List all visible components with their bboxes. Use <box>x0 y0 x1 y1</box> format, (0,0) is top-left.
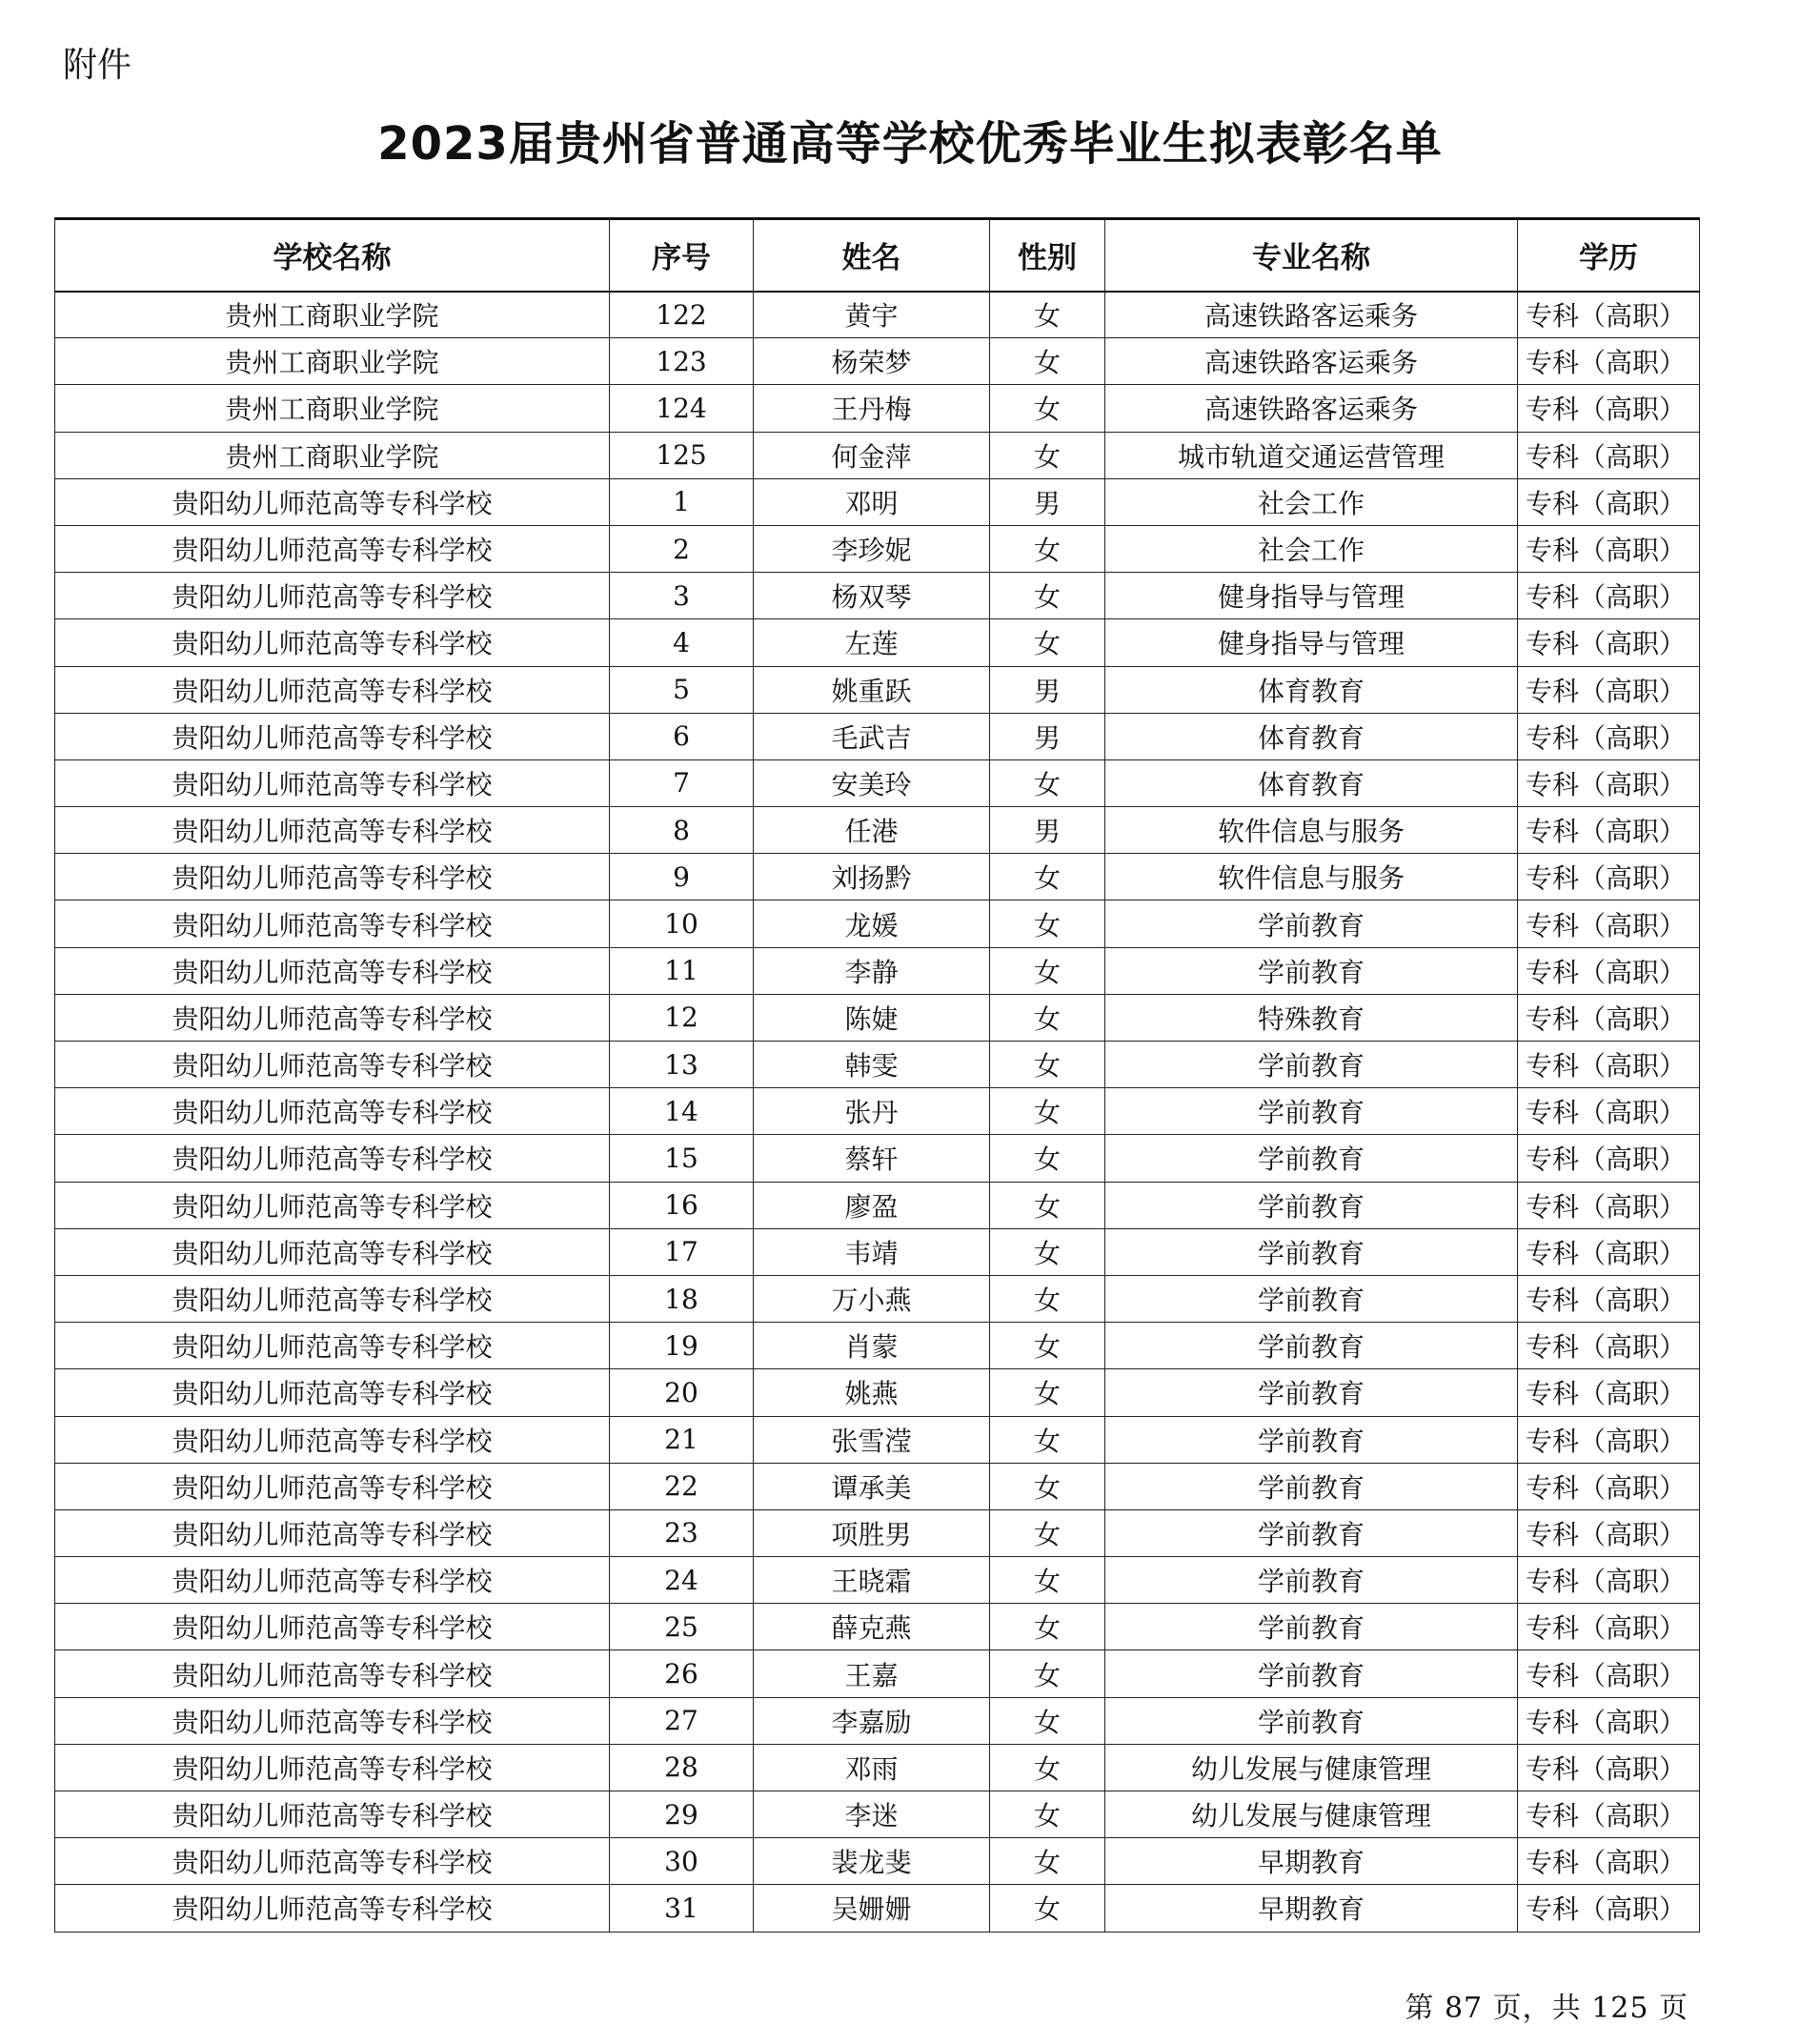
name-cell: 王晓霜 <box>754 1557 990 1604</box>
major-cell: 健身指导与管理 <box>1105 619 1518 666</box>
gender-cell: 女 <box>990 1463 1105 1509</box>
name-cell: 毛武吉 <box>754 713 990 759</box>
major-cell: 幼儿发展与健康管理 <box>1105 1744 1518 1791</box>
school-cell: 贵阳幼儿师范高等专科学校 <box>55 1042 610 1088</box>
education-cell: 专科（高职） <box>1518 525 1700 572</box>
serial-cell: 13 <box>610 1042 754 1088</box>
gender-cell: 女 <box>990 1604 1105 1650</box>
school-cell: 贵阳幼儿师范高等专科学校 <box>55 947 610 994</box>
name-cell: 陈婕 <box>754 994 990 1041</box>
column-header-education: 学历 <box>1518 219 1700 292</box>
gender-cell: 女 <box>990 1228 1105 1275</box>
serial-cell: 125 <box>610 432 754 478</box>
table-row <box>55 1088 1700 1135</box>
name-cell: 左莲 <box>754 619 990 666</box>
name-cell: 李迷 <box>754 1791 990 1838</box>
gender-cell: 女 <box>990 1791 1105 1838</box>
school-cell: 贵阳幼儿师范高等专科学校 <box>55 1791 610 1838</box>
education-cell: 专科（高职） <box>1518 432 1700 478</box>
table-row <box>55 666 1700 713</box>
gender-cell: 女 <box>990 432 1105 478</box>
major-cell: 学前教育 <box>1105 1416 1518 1463</box>
education-cell: 专科（高职） <box>1518 573 1700 619</box>
name-cell: 邓明 <box>754 478 990 525</box>
serial-cell: 11 <box>610 947 754 994</box>
major-cell: 体育教育 <box>1105 713 1518 759</box>
education-cell: 专科（高职） <box>1518 1885 1700 1932</box>
column-header-school: 学校名称 <box>55 219 610 292</box>
education-cell: 专科（高职） <box>1518 1791 1700 1838</box>
education-cell: 专科（高职） <box>1518 713 1700 759</box>
major-cell: 学前教育 <box>1105 1369 1518 1416</box>
serial-cell: 15 <box>610 1135 754 1182</box>
gender-cell: 女 <box>990 947 1105 994</box>
school-cell: 贵阳幼儿师范高等专科学校 <box>55 1697 610 1744</box>
education-cell: 专科（高职） <box>1518 1323 1700 1369</box>
gender-cell: 女 <box>990 1275 1105 1322</box>
serial-cell: 27 <box>610 1697 754 1744</box>
major-cell: 学前教育 <box>1105 1182 1518 1228</box>
serial-cell: 4 <box>610 619 754 666</box>
education-cell: 专科（高职） <box>1518 1838 1700 1885</box>
table-body <box>55 292 1700 1933</box>
school-cell: 贵阳幼儿师范高等专科学校 <box>55 713 610 759</box>
major-cell: 高速铁路客运乘务 <box>1105 338 1518 385</box>
education-cell: 专科（高职） <box>1518 1509 1700 1556</box>
school-cell: 贵阳幼儿师范高等专科学校 <box>55 1509 610 1556</box>
table-row <box>55 1369 1700 1416</box>
school-cell: 贵阳幼儿师范高等专科学校 <box>55 1604 610 1650</box>
school-cell: 贵阳幼儿师范高等专科学校 <box>55 619 610 666</box>
education-cell: 专科（高职） <box>1518 385 1700 432</box>
serial-cell: 28 <box>610 1744 754 1791</box>
table-row <box>55 994 1700 1041</box>
education-cell: 专科（高职） <box>1518 1135 1700 1182</box>
graduate-roster-table <box>54 217 1700 1933</box>
education-cell: 专科（高职） <box>1518 1650 1700 1697</box>
serial-cell: 30 <box>610 1838 754 1885</box>
serial-cell: 16 <box>610 1182 754 1228</box>
gender-cell: 女 <box>990 1135 1105 1182</box>
major-cell: 幼儿发展与健康管理 <box>1105 1791 1518 1838</box>
name-cell: 万小燕 <box>754 1275 990 1322</box>
school-cell: 贵阳幼儿师范高等专科学校 <box>55 807 610 854</box>
name-cell: 肖蒙 <box>754 1323 990 1369</box>
serial-cell: 6 <box>610 713 754 759</box>
major-cell: 高速铁路客运乘务 <box>1105 292 1518 338</box>
education-cell: 专科（高职） <box>1518 1744 1700 1791</box>
gender-cell: 女 <box>990 854 1105 901</box>
column-header-serial: 序号 <box>610 219 754 292</box>
major-cell: 学前教育 <box>1105 1275 1518 1322</box>
serial-cell: 9 <box>610 854 754 901</box>
school-cell: 贵阳幼儿师范高等专科学校 <box>55 1275 610 1322</box>
education-cell: 专科（高职） <box>1518 1416 1700 1463</box>
name-cell: 杨双琴 <box>754 573 990 619</box>
column-header-gender: 性别 <box>990 219 1105 292</box>
education-cell: 专科（高职） <box>1518 1697 1700 1744</box>
name-cell: 李珍妮 <box>754 525 990 572</box>
school-cell: 贵阳幼儿师范高等专科学校 <box>55 994 610 1041</box>
name-cell: 姚燕 <box>754 1369 990 1416</box>
page-number: 第 87 页，共 125 页 <box>1405 1992 1689 2025</box>
gender-cell: 女 <box>990 1369 1105 1416</box>
school-cell: 贵阳幼儿师范高等专科学校 <box>55 1228 610 1275</box>
column-header-name: 姓名 <box>754 219 990 292</box>
education-cell: 专科（高职） <box>1518 1088 1700 1135</box>
name-cell: 吴姗姗 <box>754 1885 990 1932</box>
serial-cell: 20 <box>610 1369 754 1416</box>
major-cell: 学前教育 <box>1105 1135 1518 1182</box>
education-cell: 专科（高职） <box>1518 854 1700 901</box>
name-cell: 李嘉励 <box>754 1697 990 1744</box>
name-cell: 廖盈 <box>754 1182 990 1228</box>
education-cell: 专科（高职） <box>1518 1604 1700 1650</box>
table-row <box>55 1135 1700 1182</box>
name-cell: 张丹 <box>754 1088 990 1135</box>
education-cell: 专科（高职） <box>1518 947 1700 994</box>
table-row <box>55 525 1700 572</box>
table-row <box>55 947 1700 994</box>
table-row <box>55 1509 1700 1556</box>
major-cell: 学前教育 <box>1105 1604 1518 1650</box>
serial-cell: 26 <box>610 1650 754 1697</box>
name-cell: 薛克燕 <box>754 1604 990 1650</box>
education-cell: 专科（高职） <box>1518 1557 1700 1604</box>
school-cell: 贵阳幼儿师范高等专科学校 <box>55 525 610 572</box>
table-row <box>55 292 1700 338</box>
table-row <box>55 759 1700 806</box>
school-cell: 贵阳幼儿师范高等专科学校 <box>55 666 610 713</box>
name-cell: 韦靖 <box>754 1228 990 1275</box>
major-cell: 学前教育 <box>1105 901 1518 947</box>
gender-cell: 男 <box>990 666 1105 713</box>
table-row <box>55 1838 1700 1885</box>
school-cell: 贵阳幼儿师范高等专科学校 <box>55 573 610 619</box>
education-cell: 专科（高职） <box>1518 1275 1700 1322</box>
gender-cell: 女 <box>990 619 1105 666</box>
gender-cell: 女 <box>990 338 1105 385</box>
gender-cell: 女 <box>990 1885 1105 1932</box>
education-cell: 专科（高职） <box>1518 338 1700 385</box>
table-row <box>55 1604 1700 1650</box>
serial-cell: 5 <box>610 666 754 713</box>
major-cell: 学前教育 <box>1105 947 1518 994</box>
gender-cell: 女 <box>990 1744 1105 1791</box>
gender-cell: 女 <box>990 1838 1105 1885</box>
gender-cell: 女 <box>990 292 1105 338</box>
name-cell: 安美玲 <box>754 759 990 806</box>
gender-cell: 女 <box>990 1323 1105 1369</box>
name-cell: 蔡轩 <box>754 1135 990 1182</box>
gender-cell: 男 <box>990 478 1105 525</box>
gender-cell: 女 <box>990 1509 1105 1556</box>
name-cell: 裴龙斐 <box>754 1838 990 1885</box>
major-cell: 学前教育 <box>1105 1042 1518 1088</box>
serial-cell: 3 <box>610 573 754 619</box>
gender-cell: 女 <box>990 1650 1105 1697</box>
school-cell: 贵阳幼儿师范高等专科学校 <box>55 1182 610 1228</box>
name-cell: 邓雨 <box>754 1744 990 1791</box>
education-cell: 专科（高职） <box>1518 1228 1700 1275</box>
table-row <box>55 1182 1700 1228</box>
school-cell: 贵阳幼儿师范高等专科学校 <box>55 854 610 901</box>
serial-cell: 22 <box>610 1463 754 1509</box>
serial-cell: 19 <box>610 1323 754 1369</box>
school-cell: 贵阳幼儿师范高等专科学校 <box>55 1838 610 1885</box>
education-cell: 专科（高职） <box>1518 807 1700 854</box>
gender-cell: 女 <box>990 525 1105 572</box>
serial-cell: 122 <box>610 292 754 338</box>
school-cell: 贵州工商职业学院 <box>55 338 610 385</box>
serial-cell: 24 <box>610 1557 754 1604</box>
table-row <box>55 1463 1700 1509</box>
table-row <box>55 338 1700 385</box>
school-cell: 贵州工商职业学院 <box>55 292 610 338</box>
education-cell: 专科（高职） <box>1518 619 1700 666</box>
name-cell: 韩雯 <box>754 1042 990 1088</box>
name-cell: 李静 <box>754 947 990 994</box>
table-row <box>55 1744 1700 1791</box>
gender-cell: 女 <box>990 385 1105 432</box>
education-cell: 专科（高职） <box>1518 1369 1700 1416</box>
serial-cell: 2 <box>610 525 754 572</box>
school-cell: 贵阳幼儿师范高等专科学校 <box>55 1369 610 1416</box>
major-cell: 社会工作 <box>1105 525 1518 572</box>
major-cell: 软件信息与服务 <box>1105 807 1518 854</box>
school-cell: 贵阳幼儿师范高等专科学校 <box>55 901 610 947</box>
table-row <box>55 854 1700 901</box>
serial-cell: 17 <box>610 1228 754 1275</box>
gender-cell: 女 <box>990 1557 1105 1604</box>
table-row <box>55 1791 1700 1838</box>
table-header-row <box>55 219 1700 292</box>
gender-cell: 男 <box>990 713 1105 759</box>
name-cell: 项胜男 <box>754 1509 990 1556</box>
major-cell: 学前教育 <box>1105 1323 1518 1369</box>
major-cell: 健身指导与管理 <box>1105 573 1518 619</box>
table-row <box>55 1275 1700 1322</box>
major-cell: 学前教育 <box>1105 1557 1518 1604</box>
table-row <box>55 1557 1700 1604</box>
gender-cell: 女 <box>990 1697 1105 1744</box>
name-cell: 谭承美 <box>754 1463 990 1509</box>
gender-cell: 女 <box>990 1042 1105 1088</box>
serial-cell: 8 <box>610 807 754 854</box>
gender-cell: 女 <box>990 1088 1105 1135</box>
serial-cell: 29 <box>610 1791 754 1838</box>
table-row <box>55 432 1700 478</box>
name-cell: 龙媛 <box>754 901 990 947</box>
serial-cell: 123 <box>610 338 754 385</box>
name-cell: 杨荣梦 <box>754 338 990 385</box>
major-cell: 特殊教育 <box>1105 994 1518 1041</box>
serial-cell: 7 <box>610 759 754 806</box>
school-cell: 贵阳幼儿师范高等专科学校 <box>55 478 610 525</box>
major-cell: 学前教育 <box>1105 1463 1518 1509</box>
major-cell: 学前教育 <box>1105 1088 1518 1135</box>
serial-cell: 12 <box>610 994 754 1041</box>
serial-cell: 31 <box>610 1885 754 1932</box>
table-row <box>55 1697 1700 1744</box>
school-cell: 贵阳幼儿师范高等专科学校 <box>55 1135 610 1182</box>
table-row <box>55 1416 1700 1463</box>
serial-cell: 124 <box>610 385 754 432</box>
name-cell: 刘扬黔 <box>754 854 990 901</box>
education-cell: 专科（高职） <box>1518 1463 1700 1509</box>
column-header-major: 专业名称 <box>1105 219 1518 292</box>
name-cell: 姚重跃 <box>754 666 990 713</box>
major-cell: 学前教育 <box>1105 1650 1518 1697</box>
table-row <box>55 619 1700 666</box>
school-cell: 贵阳幼儿师范高等专科学校 <box>55 1557 610 1604</box>
major-cell: 高速铁路客运乘务 <box>1105 385 1518 432</box>
serial-cell: 21 <box>610 1416 754 1463</box>
name-cell: 张雪滢 <box>754 1416 990 1463</box>
school-cell: 贵州工商职业学院 <box>55 385 610 432</box>
name-cell: 王嘉 <box>754 1650 990 1697</box>
education-cell: 专科（高职） <box>1518 759 1700 806</box>
school-cell: 贵阳幼儿师范高等专科学校 <box>55 759 610 806</box>
major-cell: 软件信息与服务 <box>1105 854 1518 901</box>
major-cell: 早期教育 <box>1105 1838 1518 1885</box>
serial-cell: 18 <box>610 1275 754 1322</box>
gender-cell: 男 <box>990 807 1105 854</box>
document-title: 2023届贵州省普通高等学校优秀毕业生拟表彰名单 <box>377 117 1443 171</box>
major-cell: 社会工作 <box>1105 478 1518 525</box>
serial-cell: 14 <box>610 1088 754 1135</box>
major-cell: 学前教育 <box>1105 1228 1518 1275</box>
school-cell: 贵阳幼儿师范高等专科学校 <box>55 1744 610 1791</box>
table-row <box>55 713 1700 759</box>
table-row <box>55 901 1700 947</box>
attachment-label: 附件 <box>63 46 132 85</box>
gender-cell: 女 <box>990 1182 1105 1228</box>
major-cell: 体育教育 <box>1105 666 1518 713</box>
education-cell: 专科（高职） <box>1518 1042 1700 1088</box>
education-cell: 专科（高职） <box>1518 666 1700 713</box>
major-cell: 学前教育 <box>1105 1697 1518 1744</box>
school-cell: 贵阳幼儿师范高等专科学校 <box>55 1650 610 1697</box>
table-row <box>55 385 1700 432</box>
gender-cell: 女 <box>990 1416 1105 1463</box>
major-cell: 学前教育 <box>1105 1509 1518 1556</box>
serial-cell: 23 <box>610 1509 754 1556</box>
table-row <box>55 1885 1700 1932</box>
name-cell: 王丹梅 <box>754 385 990 432</box>
school-cell: 贵阳幼儿师范高等专科学校 <box>55 1463 610 1509</box>
education-cell: 专科（高职） <box>1518 478 1700 525</box>
name-cell: 黄宇 <box>754 292 990 338</box>
education-cell: 专科（高职） <box>1518 994 1700 1041</box>
gender-cell: 女 <box>990 994 1105 1041</box>
education-cell: 专科（高职） <box>1518 1182 1700 1228</box>
serial-cell: 10 <box>610 901 754 947</box>
school-cell: 贵州工商职业学院 <box>55 432 610 478</box>
education-cell: 专科（高职） <box>1518 292 1700 338</box>
major-cell: 早期教育 <box>1105 1885 1518 1932</box>
table-row <box>55 1323 1700 1369</box>
serial-cell: 25 <box>610 1604 754 1650</box>
serial-cell: 1 <box>610 478 754 525</box>
table-row <box>55 1228 1700 1275</box>
table-row <box>55 807 1700 854</box>
table-row <box>55 478 1700 525</box>
table-row <box>55 1042 1700 1088</box>
school-cell: 贵阳幼儿师范高等专科学校 <box>55 1323 610 1369</box>
gender-cell: 女 <box>990 759 1105 806</box>
name-cell: 任港 <box>754 807 990 854</box>
table-row <box>55 573 1700 619</box>
education-cell: 专科（高职） <box>1518 901 1700 947</box>
major-cell: 体育教育 <box>1105 759 1518 806</box>
major-cell: 城市轨道交通运营管理 <box>1105 432 1518 478</box>
school-cell: 贵阳幼儿师范高等专科学校 <box>55 1885 610 1932</box>
school-cell: 贵阳幼儿师范高等专科学校 <box>55 1416 610 1463</box>
school-cell: 贵阳幼儿师范高等专科学校 <box>55 1088 610 1135</box>
name-cell: 何金萍 <box>754 432 990 478</box>
table-row <box>55 1650 1700 1697</box>
gender-cell: 女 <box>990 573 1105 619</box>
gender-cell: 女 <box>990 901 1105 947</box>
